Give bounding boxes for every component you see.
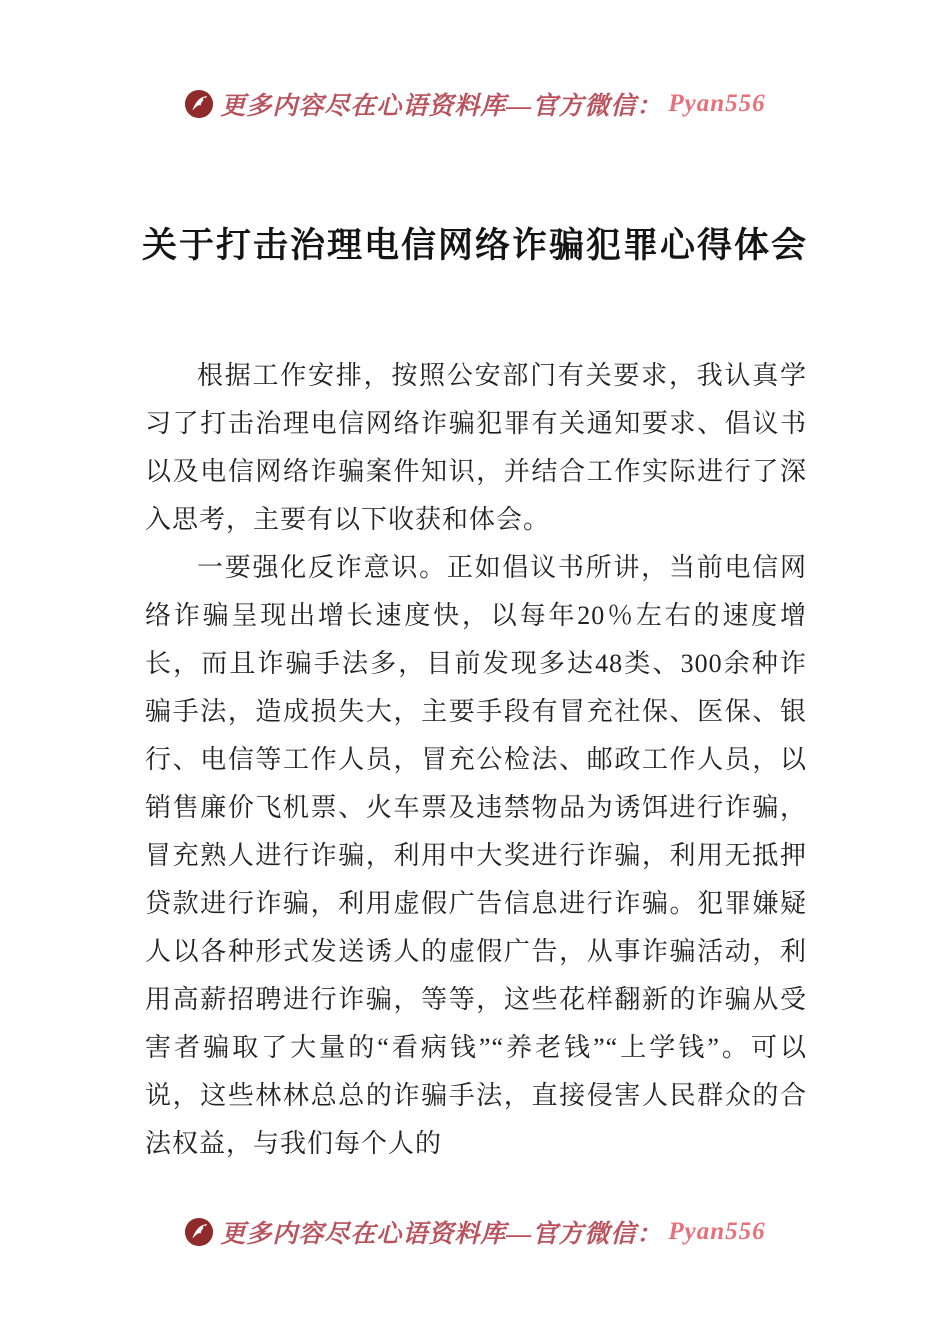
watermark-account: Pyan556 [668, 1218, 766, 1245]
brand-seal-icon [184, 89, 214, 119]
page-title: 关于打击治理电信网络诈骗犯罪心得体会 [141, 226, 808, 265]
paragraph-1: 根据工作安排，按照公安部门有关要求，我认真学习了打击治理电信网络诈骗犯罪有关通知要求、倡议书以及电信网络诈骗案件知识，并结合工作实际进行了深入思考，主要有以下收获和体会。 [145, 361, 807, 534]
watermark-account: Pyan556 [668, 90, 766, 117]
brand-seal-icon [184, 1217, 214, 1247]
watermark-text: 更多内容尽在心语资料库—官方微信： [220, 93, 663, 120]
header-watermark [0, 86, 950, 122]
watermark-text: 更多内容尽在心语资料库—官方微信： [220, 1221, 663, 1248]
paragraph-2: 一要强化反诈意识。正如倡议书所讲，当前电信网络诈骗呈现出增长速度快，以每年20％左右的速度增长，而且诈骗手法多，目前发现多达48类、300余种诈骗手法，造成损失大，主要手段有冒充社保、医保、银行、电信等工作人员，冒充公检法、邮政工作人员，以销售廉价飞机票、火车票及违禁物品为诱饵进行诈骗，冒充熟人进行诈骗，利用中大奖进行诈骗，利用无抵押贷款进行诈骗，利用虚假广告信息进行诈骗。犯罪嫌疑人以各种形式发送诱人的虚假广告，从事诈骗活动，利用高薪招聘进行诈骗，等等，这些花样翻新的诈骗从受害者骗取了大量的“看病钱”“养老钱”“上学钱”。可以说，这些林林总总的诈骗手法，直接侵害人民群众的合法权益，与我们每个人的 [145, 553, 807, 1158]
document-body [145, 352, 807, 1168]
footer-watermark [0, 1214, 950, 1250]
